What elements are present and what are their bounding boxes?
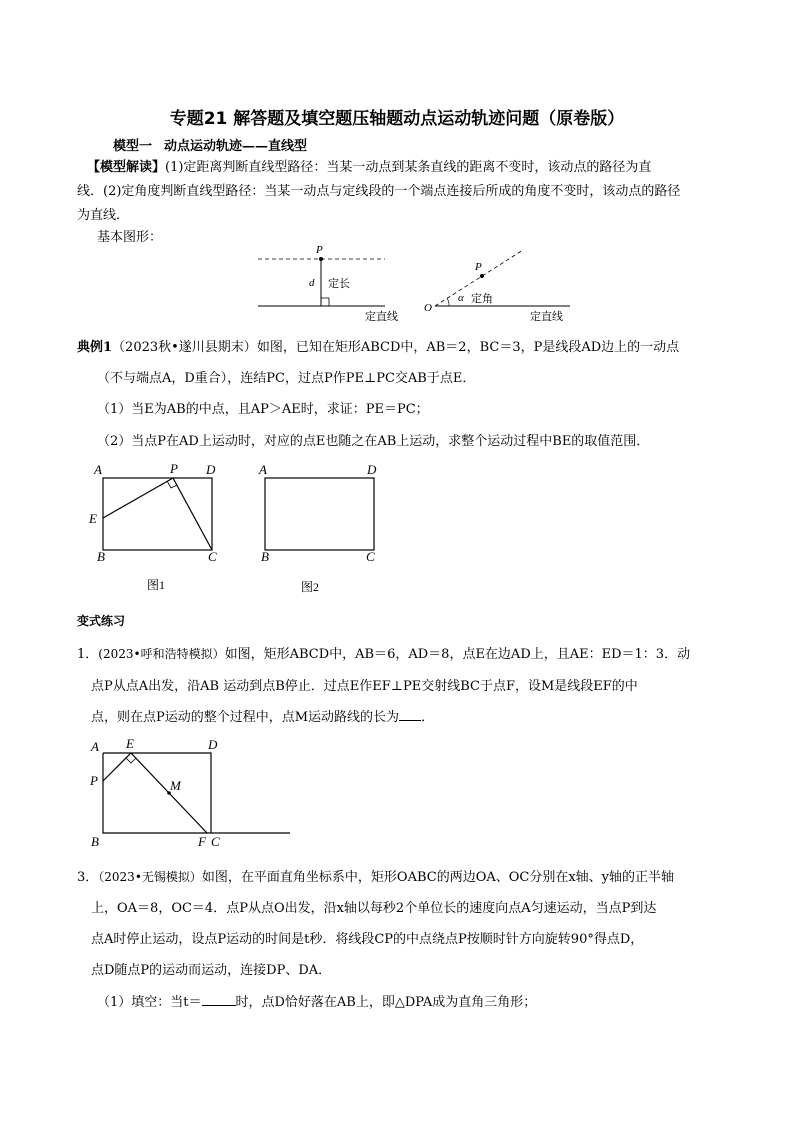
fig1-label-p: P <box>170 461 178 476</box>
problem1-text-3: 点，则在点P运动的整个过程中，点M运动路线的长为 <box>91 710 400 725</box>
point-p-dot-right <box>480 274 484 278</box>
right-angle-mark <box>321 298 329 306</box>
fig3-label-d: D <box>208 737 218 752</box>
problem3-source: （2023•无锡模拟） <box>98 870 202 884</box>
model-name: 动点运动轨迹——直线型 <box>164 139 308 154</box>
fig2-label-a: A <box>259 462 267 477</box>
fig1-rectangle <box>103 478 212 550</box>
fig3-left-and-bottom <box>103 753 290 833</box>
problem3-line-4: 点D随点P的运动而运动，连接DP、DA． <box>91 963 332 978</box>
interp-line-3: 为直线． <box>77 208 130 223</box>
fig3-label-b: B <box>91 834 99 849</box>
problem1-line-1 <box>77 643 690 662</box>
interp-label: 【模型解读】 <box>87 160 166 175</box>
model-number: 模型一 <box>113 139 153 154</box>
fig1-caption: 图1 <box>147 578 166 592</box>
basic-figure-label: 基本图形： <box>97 230 163 245</box>
point-p-dot <box>319 257 323 261</box>
page-title: 专题21 解答题及填空题压轴题动点运动轨迹问题（原卷版） <box>169 109 625 129</box>
problem3-answer-blank[interactable] <box>202 993 236 1006</box>
problem1-number: 1． <box>77 647 99 662</box>
fig3-label-f: F <box>198 834 206 849</box>
angle-arc <box>447 298 449 306</box>
fig1-label-a: A <box>94 462 102 477</box>
figure-2 <box>262 475 382 555</box>
fig1-label-c: C <box>208 549 217 564</box>
problem3-question-1 <box>97 991 536 1010</box>
fig3-label-c: C <box>211 834 220 849</box>
example1-source: （2023秋•遂川县期末） <box>112 340 257 355</box>
problem3-number: 3． <box>77 870 99 885</box>
example1-question-2: （2）当点P在AD上运动时，对应的点E也随之在AB上运动，求整个运动过程中BE的取值范围． <box>97 434 650 449</box>
example1-text-1: 如图，已知在矩形ABCD中，AB＝2，BC＝3，P是线段AD边上的一动点 <box>256 340 680 355</box>
example1-line-2: （不与端点A，D重合），连结PC，过点P作PE⊥PC交AB于点E． <box>97 371 476 386</box>
problem1-source: (2023•呼和浩特模拟） <box>98 647 225 661</box>
fig3-segment-pe <box>103 753 131 781</box>
problem1-answer-blank[interactable] <box>399 708 421 721</box>
fig2-label-d: D <box>367 462 377 477</box>
basic-left-p: P <box>316 244 323 256</box>
interp-line-2: 线．(2)定角度判断直线型路径：当某一动点与定线段的一个端点连接后所成的角度不变时，该动点的路径 <box>77 184 681 199</box>
problem3-text-1: 如图，在平面直角坐标系中，矩形OABC的两边OA、OC分别在x轴、y轴的正半轴 <box>201 870 675 885</box>
fig3-label-p: P <box>90 773 98 788</box>
basic-right-p: P <box>475 261 482 273</box>
problem1-line-2: 点P从点A出发，沿AB 运动到点B停止．过点E作EF⊥PE交射线BC于点F，设M是线段EF的中 <box>91 679 638 694</box>
basic-left-d: d <box>309 277 315 289</box>
problem3-q1-post: 时，点D恰好落在AB上，即△DPA成为直角三角形； <box>235 995 537 1010</box>
fig1-label-b: B <box>97 549 105 564</box>
figure-1 <box>100 475 220 555</box>
fig1-label-e: E <box>89 511 97 526</box>
basic-left-fixed-length: 定长 <box>328 278 350 290</box>
fig3-label-m: M <box>170 778 181 793</box>
problem1-line-3 <box>91 706 434 725</box>
problem3-q1-pre: （1）填空：当t＝ <box>97 995 202 1010</box>
example1-label: 典例1 <box>77 340 113 355</box>
fig1-segment-pe <box>103 478 173 518</box>
example1-question-1: （1）当E为AB的中点，且AP＞AE时，求证：PE＝PC； <box>97 402 429 417</box>
interp-text-1: (1)定距离判断直线型路径：当某一动点到某条直线的距离不变时，该动点的路径为直 <box>165 160 652 175</box>
problem3-line-2: 上，OA＝8，OC＝4．点P从点O出发，沿x轴以每秒2个单位长的速度向点A匀速运动，当点P到达 <box>91 901 657 916</box>
fig1-label-d: D <box>206 462 216 477</box>
basic-right-alpha: α <box>458 292 464 304</box>
figure-3 <box>100 750 300 840</box>
model-heading <box>113 135 307 154</box>
interp-line-1 <box>77 156 723 180</box>
basic-right-o: O <box>424 302 432 314</box>
fig3-right-angle-mark <box>126 758 136 763</box>
fig3-label-a: A <box>91 739 99 754</box>
fig2-label-b: B <box>261 549 269 564</box>
fig1-segment-pc <box>173 478 212 550</box>
problem3-line-1 <box>77 866 674 885</box>
problem3-line-3: 点A时停止运动，设点P运动的时间是t秒．将线段CP的中点绕点P按顺时针方向旋转90°得点D， <box>91 932 644 947</box>
problem1-end: ． <box>421 710 435 725</box>
fig2-label-c: C <box>366 549 375 564</box>
basic-right-fixed-line: 定直线 <box>530 311 563 323</box>
fig3-label-e: E <box>126 736 134 751</box>
basic-left-fixed-line: 定直线 <box>365 311 398 323</box>
basic-right-fixed-angle: 定角 <box>471 293 493 305</box>
variant-heading: 变式练习 <box>77 614 126 628</box>
fig2-rectangle <box>265 478 374 550</box>
fig2-caption: 图2 <box>301 580 320 594</box>
model-interpretation <box>77 156 723 228</box>
problem1-text-1: 如图，矩形ABCD中，AB＝6，AD＝8，点E在边AD上，且AE：ED＝1：3．动 <box>224 647 691 662</box>
example1-line-1 <box>77 336 679 355</box>
